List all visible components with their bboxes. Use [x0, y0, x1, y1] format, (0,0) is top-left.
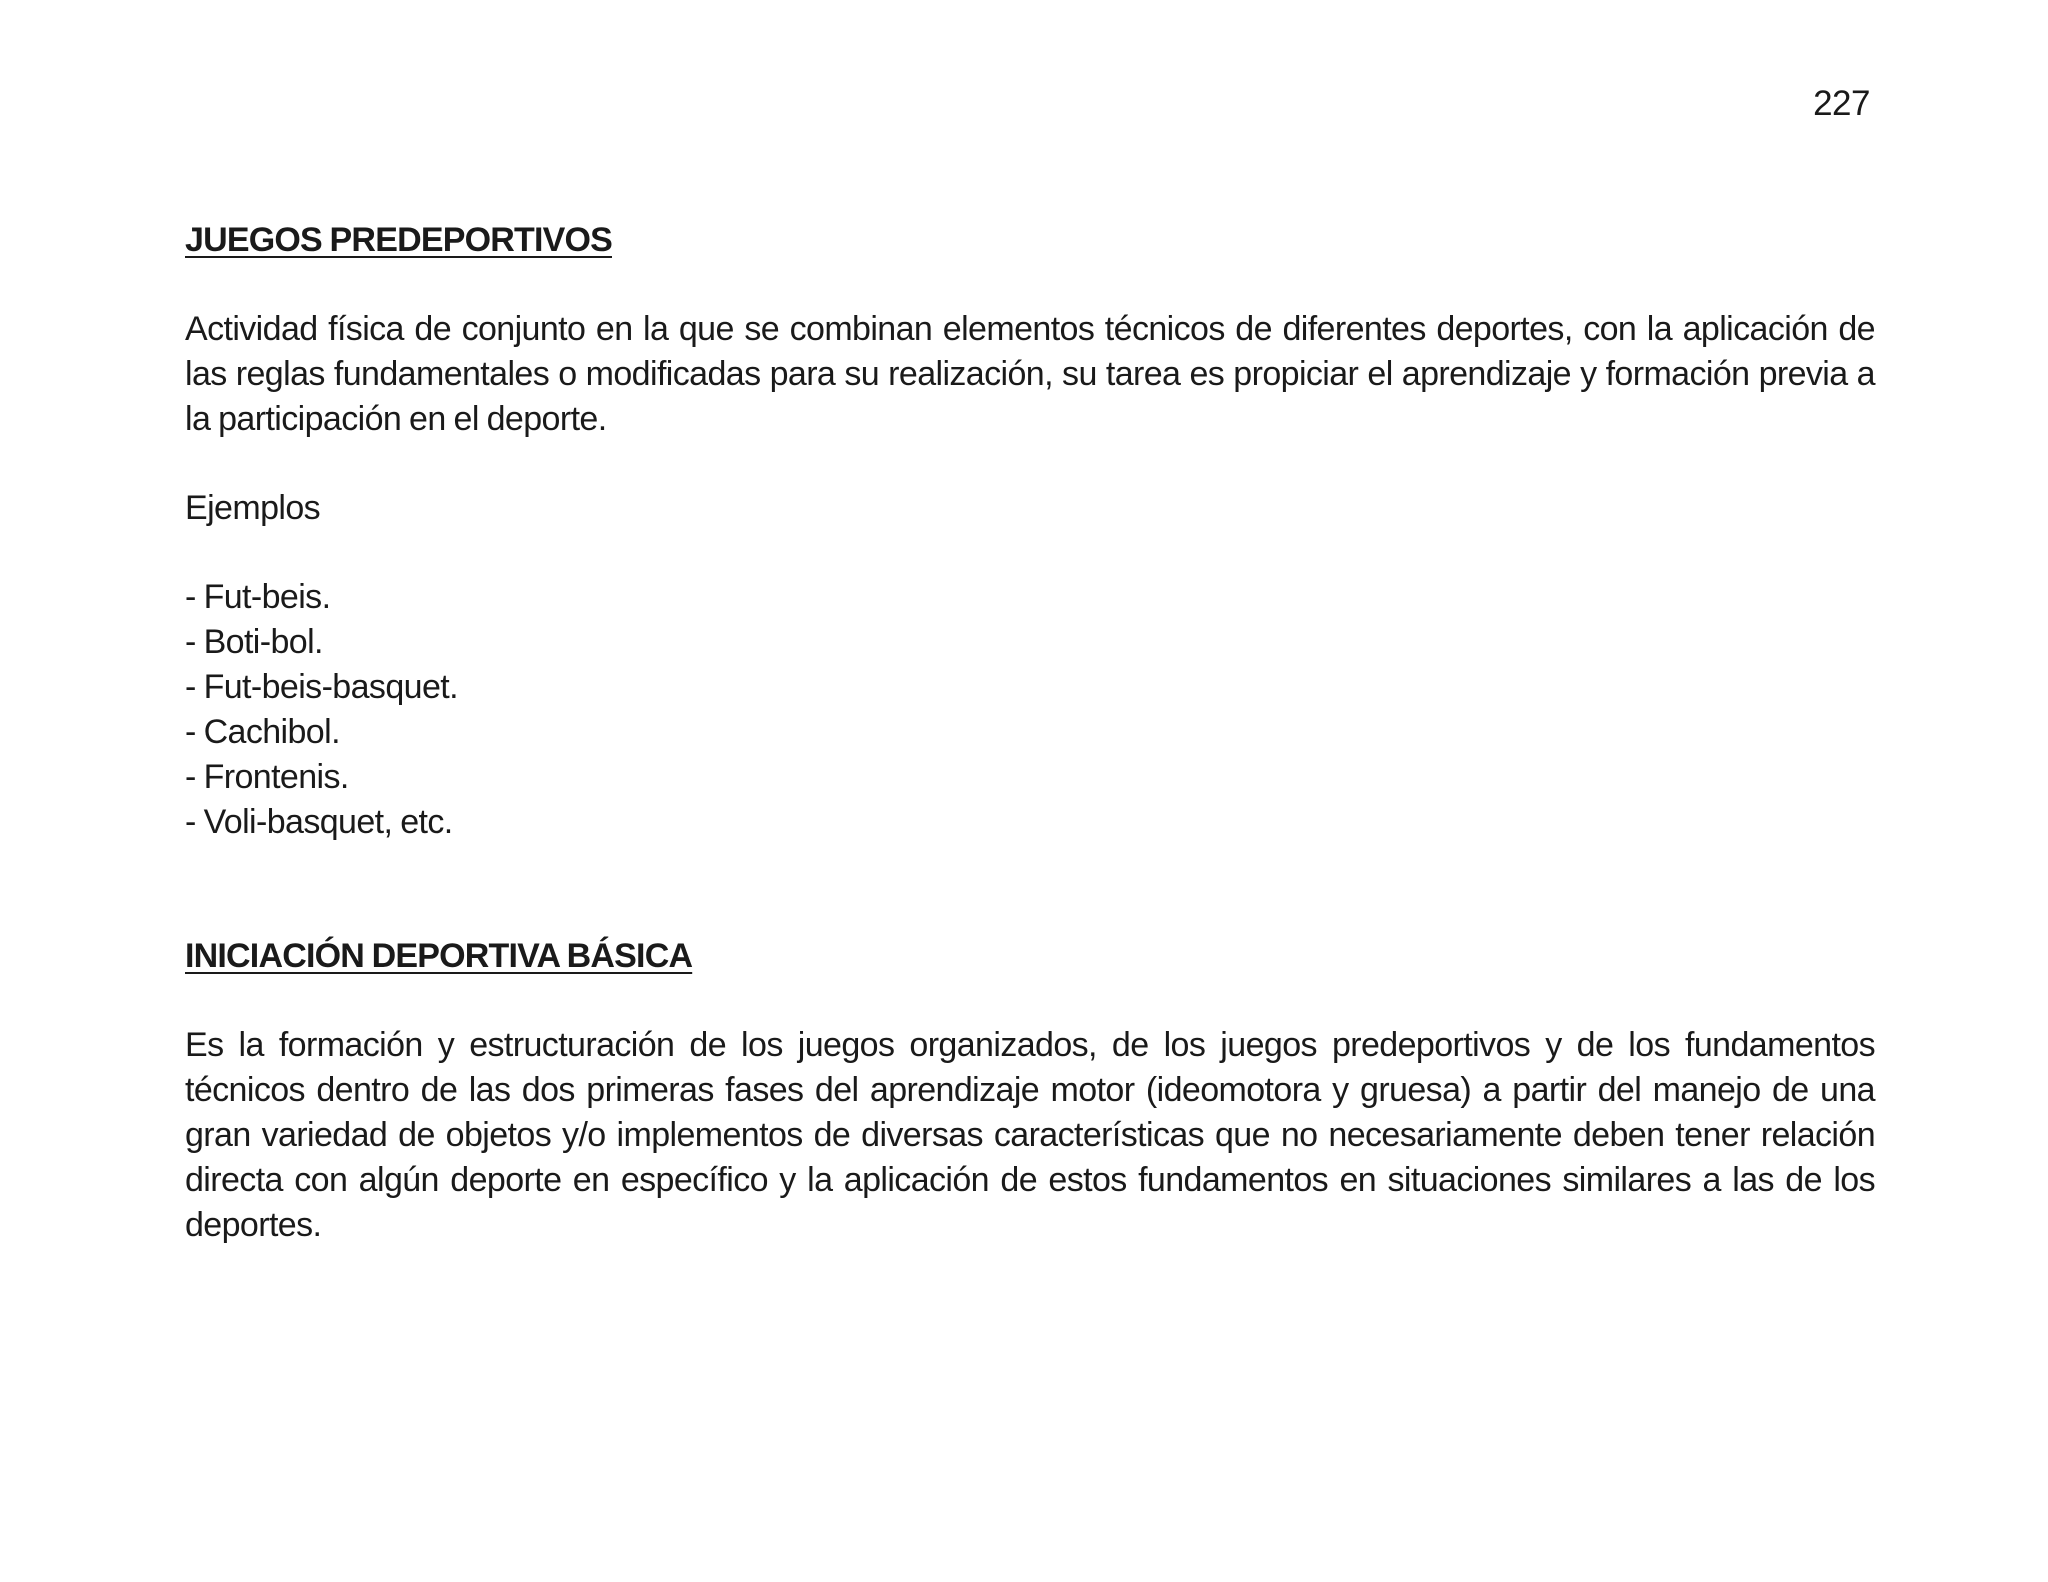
list-item: - Boti-bol.	[185, 623, 323, 661]
section-paragraph-juegos-predeportivos: Actividad física de conjunto en la que se combinan elementos técnicos de diferentes deportes, con la aplicación de las reglas fundamentales o modificadas para su realización, su tarea es propiciar el aprendizaje y formación previa a la participación en el deporte.	[185, 310, 1875, 438]
list-item: - Fut-beis-basquet.	[185, 668, 458, 706]
examples-list	[185, 575, 1875, 845]
list-item: - Cachibol.	[185, 713, 340, 751]
page-content	[185, 218, 1875, 1248]
list-item: - Frontenis.	[185, 758, 349, 796]
list-item: - Fut-beis.	[185, 578, 331, 616]
section-heading-iniciacion-deportiva: INICIACIÓN DEPORTIVA BÁSICA	[185, 937, 693, 975]
list-item: - Voli-basquet, etc.	[185, 803, 453, 841]
section-heading-juegos-predeportivos: JUEGOS PREDEPORTIVOS	[185, 221, 612, 259]
section-paragraph-iniciacion-deportiva: Es la formación y estructuración de los juegos organizados, de los juegos predeportivos y de los fundamentos técnicos dentro de las dos primeras fases del aprendizaje motor (ideomotora y gruesa) a partir del manejo de una gran variedad de objetos y/o implementos de diversas características que no necesariamente deben tener relación directa con algún deporte en específico y la aplicación de estos fundamentos en situaciones similares a las de los deportes.	[185, 1026, 1875, 1244]
page-number: 227	[1813, 84, 1870, 123]
examples-label: Ejemplos	[185, 489, 321, 527]
